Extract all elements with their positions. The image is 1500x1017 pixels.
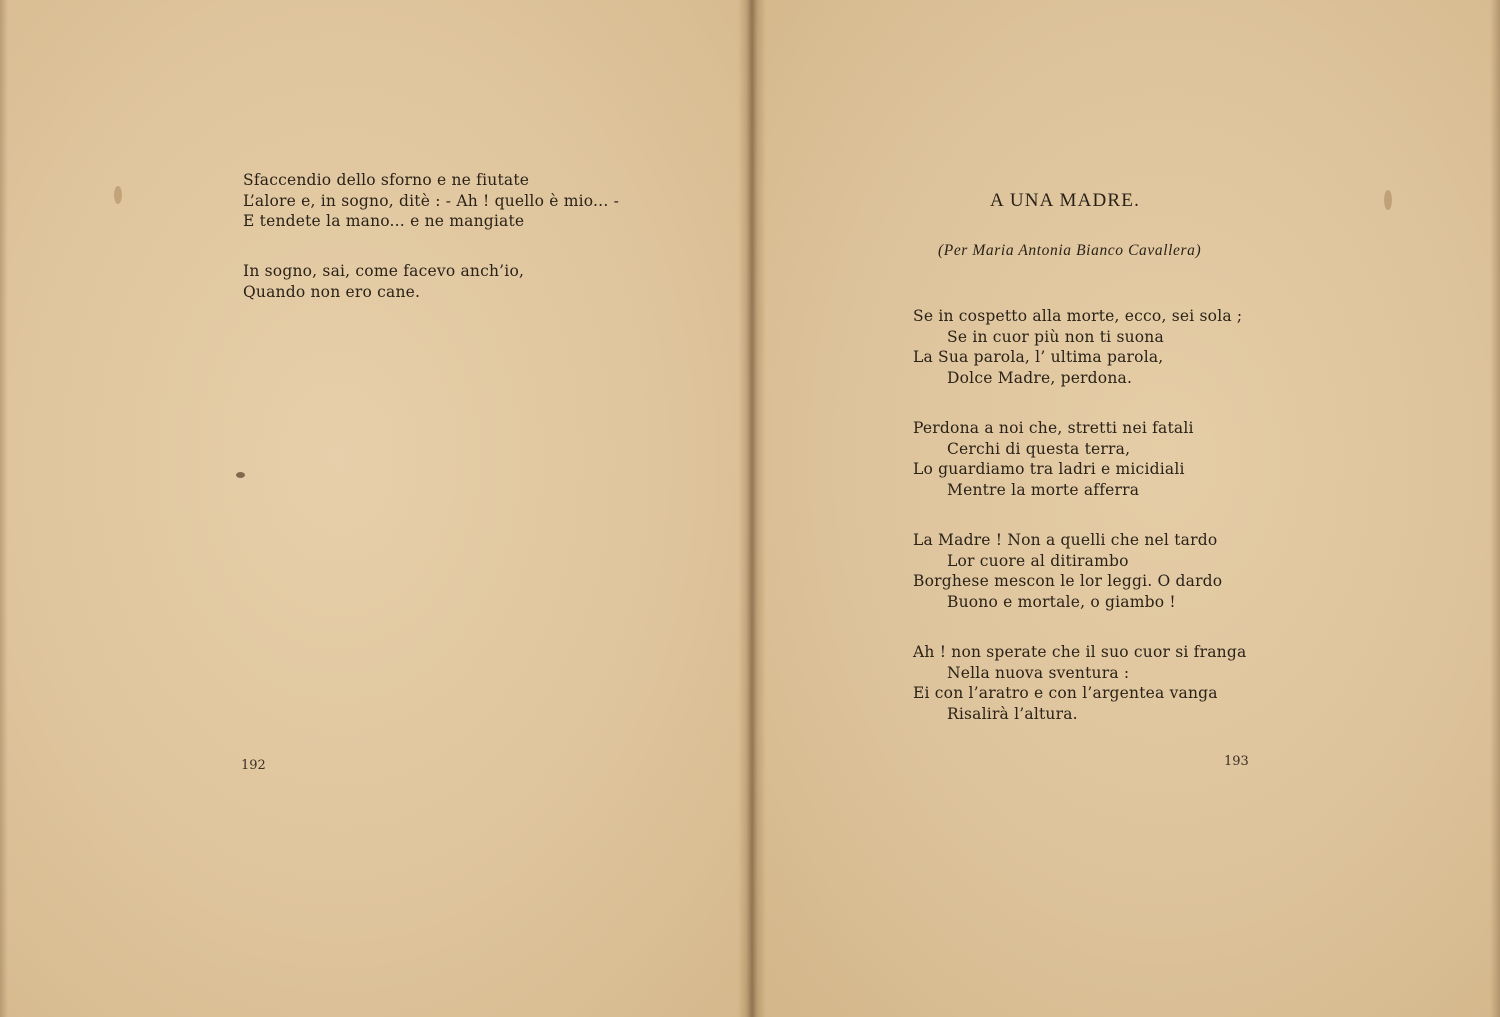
poem-line: La Madre ! Non a quelli che nel tardo xyxy=(913,531,1218,549)
left-stanza-1 xyxy=(243,170,619,232)
poem-line: Lor cuore al ditirambo xyxy=(947,551,1129,570)
poem-line: Se in cospetto alla morte, ecco, sei sola ; xyxy=(913,307,1243,325)
poem-line: Perdona a noi che, stretti nei fatali xyxy=(913,419,1194,437)
poem-line: Ei con l’aratro e con l’argentea vanga xyxy=(913,684,1218,702)
page-number-left: 192 xyxy=(241,758,266,773)
poem-line: Sfaccendio dello sforno e ne fiutate xyxy=(243,171,530,189)
right-page xyxy=(752,0,1500,1017)
page-number-right: 193 xyxy=(1224,754,1249,769)
foxing-spot xyxy=(1384,190,1392,210)
left-stanza-2 xyxy=(243,261,524,302)
poem-line: Borghese mescon le lor leggi. O dardo xyxy=(913,572,1223,590)
right-stanza-4 xyxy=(913,642,1246,724)
right-stanza-2 xyxy=(913,418,1194,500)
poem-line: La Sua parola, l’ ultima parola, xyxy=(913,348,1164,366)
foxing-spot xyxy=(236,472,245,478)
poem-line: In sogno, sai, come facevo anch’io, xyxy=(243,262,525,280)
right-stanza-1 xyxy=(913,306,1242,388)
poem-line: Buono e mortale, o giambo ! xyxy=(947,592,1176,611)
poem-line: Nella nuova sventura : xyxy=(947,663,1130,682)
left-page-edge-shadow xyxy=(0,0,8,1017)
poem-line: Dolce Madre, perdona. xyxy=(947,368,1133,387)
poem-line: L’alore e, in sogno, ditè : - Ah ! quello è mio... - xyxy=(243,191,620,210)
poem-dedication: (Per Maria Antonia Bianco Cavallera) xyxy=(938,242,1202,259)
poem-line: Ah ! non sperate che il suo cuor si franga xyxy=(913,643,1247,661)
foxing-spot xyxy=(114,186,122,204)
right-stanza-3 xyxy=(913,530,1222,612)
poem-line: Se in cuor più non ti suona xyxy=(947,327,1164,346)
book-gutter xyxy=(738,0,766,1017)
poem-line: Quando non ero cane. xyxy=(243,282,421,301)
poem-line: Risalirà l’altura. xyxy=(947,704,1078,723)
poem-line: Mentre la morte afferra xyxy=(947,480,1140,499)
right-page-edge-shadow xyxy=(1490,0,1500,1017)
poem-line: E tendete la mano... e ne mangiate xyxy=(243,212,525,230)
poem-title: A UNA MADRE. xyxy=(990,190,1141,211)
poem-line: Cerchi di questa terra, xyxy=(947,439,1131,458)
poem-line: Lo guardiamo tra ladri e micidiali xyxy=(913,460,1185,478)
